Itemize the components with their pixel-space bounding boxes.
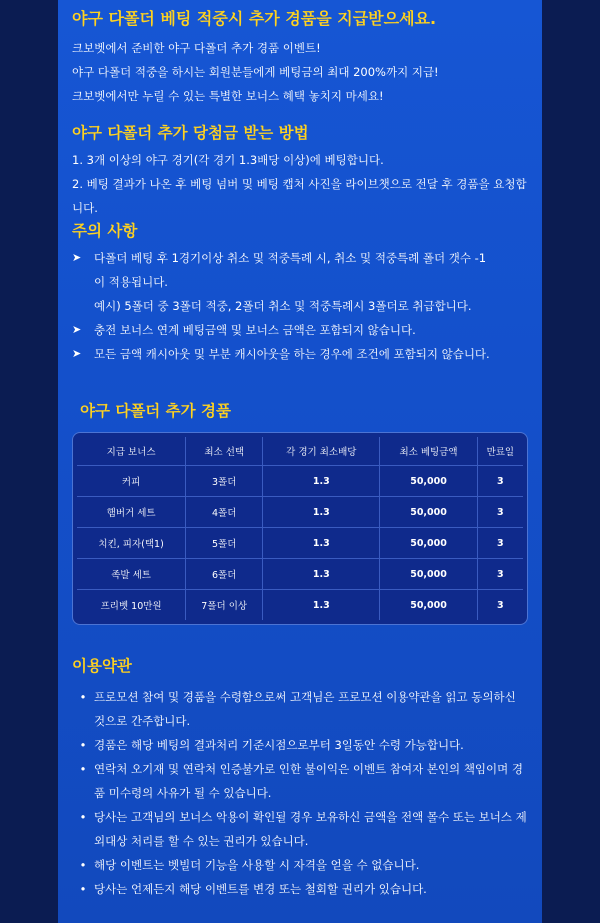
intro-line: 크보벳에서만 누릴 수 있는 특별한 보너스 혜택 놓치지 마세요! <box>72 89 384 103</box>
how-title: 야구 다폴더 추가 당첨금 받는 방법 <box>72 124 309 142</box>
bullet-icon: • <box>79 858 87 872</box>
notice-text: 다폴더 베팅 후 1경기이상 취소 및 적중특례 시, 취소 및 적중특례 폴더 갯수 -1 <box>94 251 487 265</box>
table-cell: 5폴더 <box>186 528 263 559</box>
table-cell: 3폴더 <box>186 466 263 497</box>
table-cell: 50,000 <box>380 466 477 497</box>
gifts-title: 야구 다폴더 추가 경품 <box>80 402 231 420</box>
column-header: 최소 베팅금액 <box>380 437 477 466</box>
table-row <box>77 590 523 620</box>
table-cell: 3 <box>478 466 523 497</box>
bullet-icon: • <box>79 762 87 776</box>
terms-text: 연락처 오기재 및 연락처 인증불가로 인한 불이익은 이벤트 참여자 본인의 책임이며 경품 미수령의 사유가 될 수 있습니다. <box>94 762 524 800</box>
table-row <box>77 559 523 590</box>
terms-text: 경품은 해당 베팅의 결과처리 기준시점으로부터 3일동안 수령 가능합니다. <box>94 738 464 752</box>
table-cell: 3 <box>478 528 523 559</box>
table-cell: 1.3 <box>263 497 380 528</box>
bullet-icon: • <box>79 882 87 896</box>
table-cell: 1.3 <box>263 590 380 620</box>
notice-item <box>72 318 530 342</box>
terms-item <box>72 685 530 733</box>
how-step: 2. 베팅 결과가 나온 후 베팅 넘버 및 베팅 캡처 사진을 라이브챗으로 전달 후 경품을 요청합니다. <box>72 177 527 215</box>
terms-item <box>72 733 530 757</box>
arrow-icon: ➤ <box>72 251 82 264</box>
table-cell: 50,000 <box>380 528 477 559</box>
notice-text-continued: 이 적용됩니다. <box>94 275 168 289</box>
terms-text: 프로모션 참여 및 경품을 수령함으로써 고객님은 프로모션 이용약관을 읽고 동의하신 것으로 간주합니다. <box>94 690 516 728</box>
column-header: 최소 선택 <box>186 437 263 466</box>
table-cell: 4폴더 <box>186 497 263 528</box>
table-cell: 1.3 <box>263 528 380 559</box>
table-row <box>77 466 523 497</box>
notice-item <box>72 342 530 366</box>
table-cell: 치킨, 피자(택1) <box>77 528 186 559</box>
terms-title: 이용약관 <box>72 657 132 675</box>
notice-text: 모든 금액 캐시아웃 및 부분 캐시아웃을 하는 경우에 조건에 포함되지 않습니다. <box>94 347 490 361</box>
table-cell: 족발 세트 <box>77 559 186 590</box>
table-cell: 50,000 <box>380 497 477 528</box>
table-row <box>77 497 523 528</box>
terms-item <box>72 757 530 805</box>
how-step: 1. 3개 이상의 야구 경기(각 경기 1.3배당 이상)에 베팅합니다. <box>72 153 384 167</box>
table-cell: 50,000 <box>380 590 477 620</box>
terms-text: 당사는 고객님의 보너스 악용이 확인될 경우 보유하신 금액을 전액 몰수 또는 보너스 제외대상 처리를 할 수 있는 권리가 있습니다. <box>94 810 527 848</box>
notice-example: 예시) 5폴더 중 3폴더 적중, 2폴더 취소 및 적중특례시 3폴더로 취급합니다. <box>94 299 472 313</box>
table-cell: 햄버거 세트 <box>77 497 186 528</box>
column-header: 만료일 <box>478 437 523 466</box>
notice-text: 충전 보너스 연계 베팅금액 및 보너스 금액은 포함되지 않습니다. <box>94 323 416 337</box>
intro-line: 야구 다폴더 적중을 하시는 회원분들에게 베팅금의 최대 200%까지 지급! <box>72 65 439 79</box>
table-cell: 1.3 <box>263 466 380 497</box>
arrow-icon: ➤ <box>72 323 82 336</box>
table-cell: 3 <box>478 497 523 528</box>
table-cell: 6폴더 <box>186 559 263 590</box>
table-cell: 1.3 <box>263 559 380 590</box>
notice-item <box>72 246 530 270</box>
arrow-icon: ➤ <box>72 347 82 360</box>
table-cell: 7폴더 이상 <box>186 590 263 620</box>
bullet-icon: • <box>79 690 87 704</box>
terms-text: 당사는 언제든지 해당 이벤트를 변경 또는 철회할 권리가 있습니다. <box>94 882 427 896</box>
table-cell: 프리벳 10만원 <box>77 590 186 620</box>
column-header: 각 경기 최소배당 <box>263 437 380 466</box>
notice-title: 주의 사항 <box>72 222 138 240</box>
table-row <box>77 528 523 559</box>
table-header-row <box>77 437 523 466</box>
terms-item <box>72 805 530 853</box>
terms-text: 해당 이벤트는 벳빌더 기능을 사용할 시 자격을 얻을 수 없습니다. <box>94 858 420 872</box>
intro-title: 야구 다폴더 베팅 적중시 추가 경품을 지급받으세요. <box>72 9 437 28</box>
terms-item <box>72 853 530 877</box>
table-cell: 50,000 <box>380 559 477 590</box>
bullet-icon: • <box>79 738 87 752</box>
column-header: 지급 보너스 <box>77 437 186 466</box>
promo-panel <box>58 0 542 923</box>
table-cell: 3 <box>478 559 523 590</box>
gifts-table <box>72 432 528 625</box>
table-cell: 3 <box>497 599 504 611</box>
terms-item <box>72 877 530 901</box>
table-cell: 커피 <box>77 466 186 497</box>
bullet-icon: • <box>79 810 87 824</box>
intro-line: 크보벳에서 준비한 야구 다폴더 추가 경품 이벤트! <box>72 41 321 55</box>
